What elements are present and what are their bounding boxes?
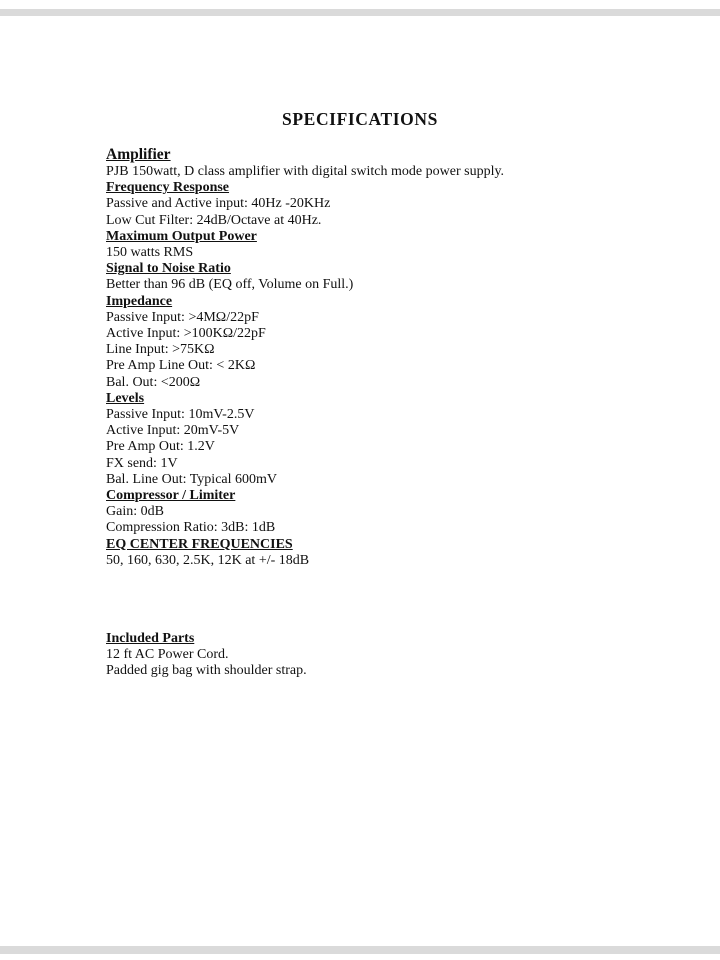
page-title: SPECIFICATIONS [282, 109, 438, 129]
spec-line: 150 watts RMS [106, 245, 194, 261]
spec-line: 12 ft AC Power Cord. [106, 647, 229, 663]
section-heading: Frequency Response [106, 180, 230, 196]
section-heading: Levels [106, 390, 145, 406]
spec-line: Gain: 0dB [106, 504, 164, 520]
section-frequency-response [106, 180, 666, 229]
section-levels [106, 391, 666, 488]
section-eq-center-frequencies [106, 537, 666, 569]
spec-line: Compression Ratio: 3dB: 1dB [106, 520, 276, 536]
spec-line: Active Input: >100KΩ/22pF [106, 326, 266, 342]
spec-line: Pre Amp Out: 1.2V [106, 439, 215, 455]
spec-line: Pre Amp Line Out: < 2KΩ [106, 358, 256, 374]
spec-line: Better than 96 dB (EQ off, Volume on Full.) [106, 277, 354, 293]
spec-line: Padded gig bag with shoulder strap. [106, 663, 307, 679]
section-maximum-output-power [106, 229, 666, 261]
section-heading: Compressor / Limiter [106, 488, 236, 504]
section-heading: Impedance [106, 293, 173, 309]
spacer [106, 569, 666, 631]
spec-line: PJB 150watt, D class amplifier with digital switch mode power supply. [106, 164, 505, 179]
spec-line: Passive Input: 10mV-2.5V [106, 407, 255, 423]
specifications-list [106, 146, 666, 680]
section-heading: Amplifier [106, 146, 171, 163]
section-heading: Signal to Noise Ratio [106, 261, 231, 277]
spec-line: 50, 160, 630, 2.5K, 12K at +/- 18dB [106, 552, 310, 568]
section-heading: Maximum Output Power [106, 228, 257, 244]
section-included-parts [106, 631, 666, 680]
spec-line: FX send: 1V [106, 455, 178, 471]
page-top-edge [0, 9, 720, 16]
spec-line: Line Input: >75KΩ [106, 342, 215, 358]
spec-line: Passive Input: >4MΩ/22pF [106, 309, 259, 325]
section-heading: EQ CENTER FREQUENCIES [106, 536, 293, 552]
spec-line: Passive and Active input: 40Hz -20KHz [106, 196, 331, 212]
spec-line: Bal. Line Out: Typical 600mV [106, 471, 278, 487]
section-compressor-limiter [106, 488, 666, 537]
section-amplifier [106, 146, 666, 180]
section-impedance [106, 294, 666, 391]
page-bottom-edge [0, 946, 720, 954]
section-heading: Included Parts [106, 631, 195, 647]
spec-line: Bal. Out: <200Ω [106, 374, 201, 390]
spec-line: Low Cut Filter: 24dB/Octave at 40Hz. [106, 212, 322, 228]
spec-line: Active Input: 20mV-5V [106, 423, 240, 439]
section-signal-to-noise-ratio [106, 261, 666, 293]
